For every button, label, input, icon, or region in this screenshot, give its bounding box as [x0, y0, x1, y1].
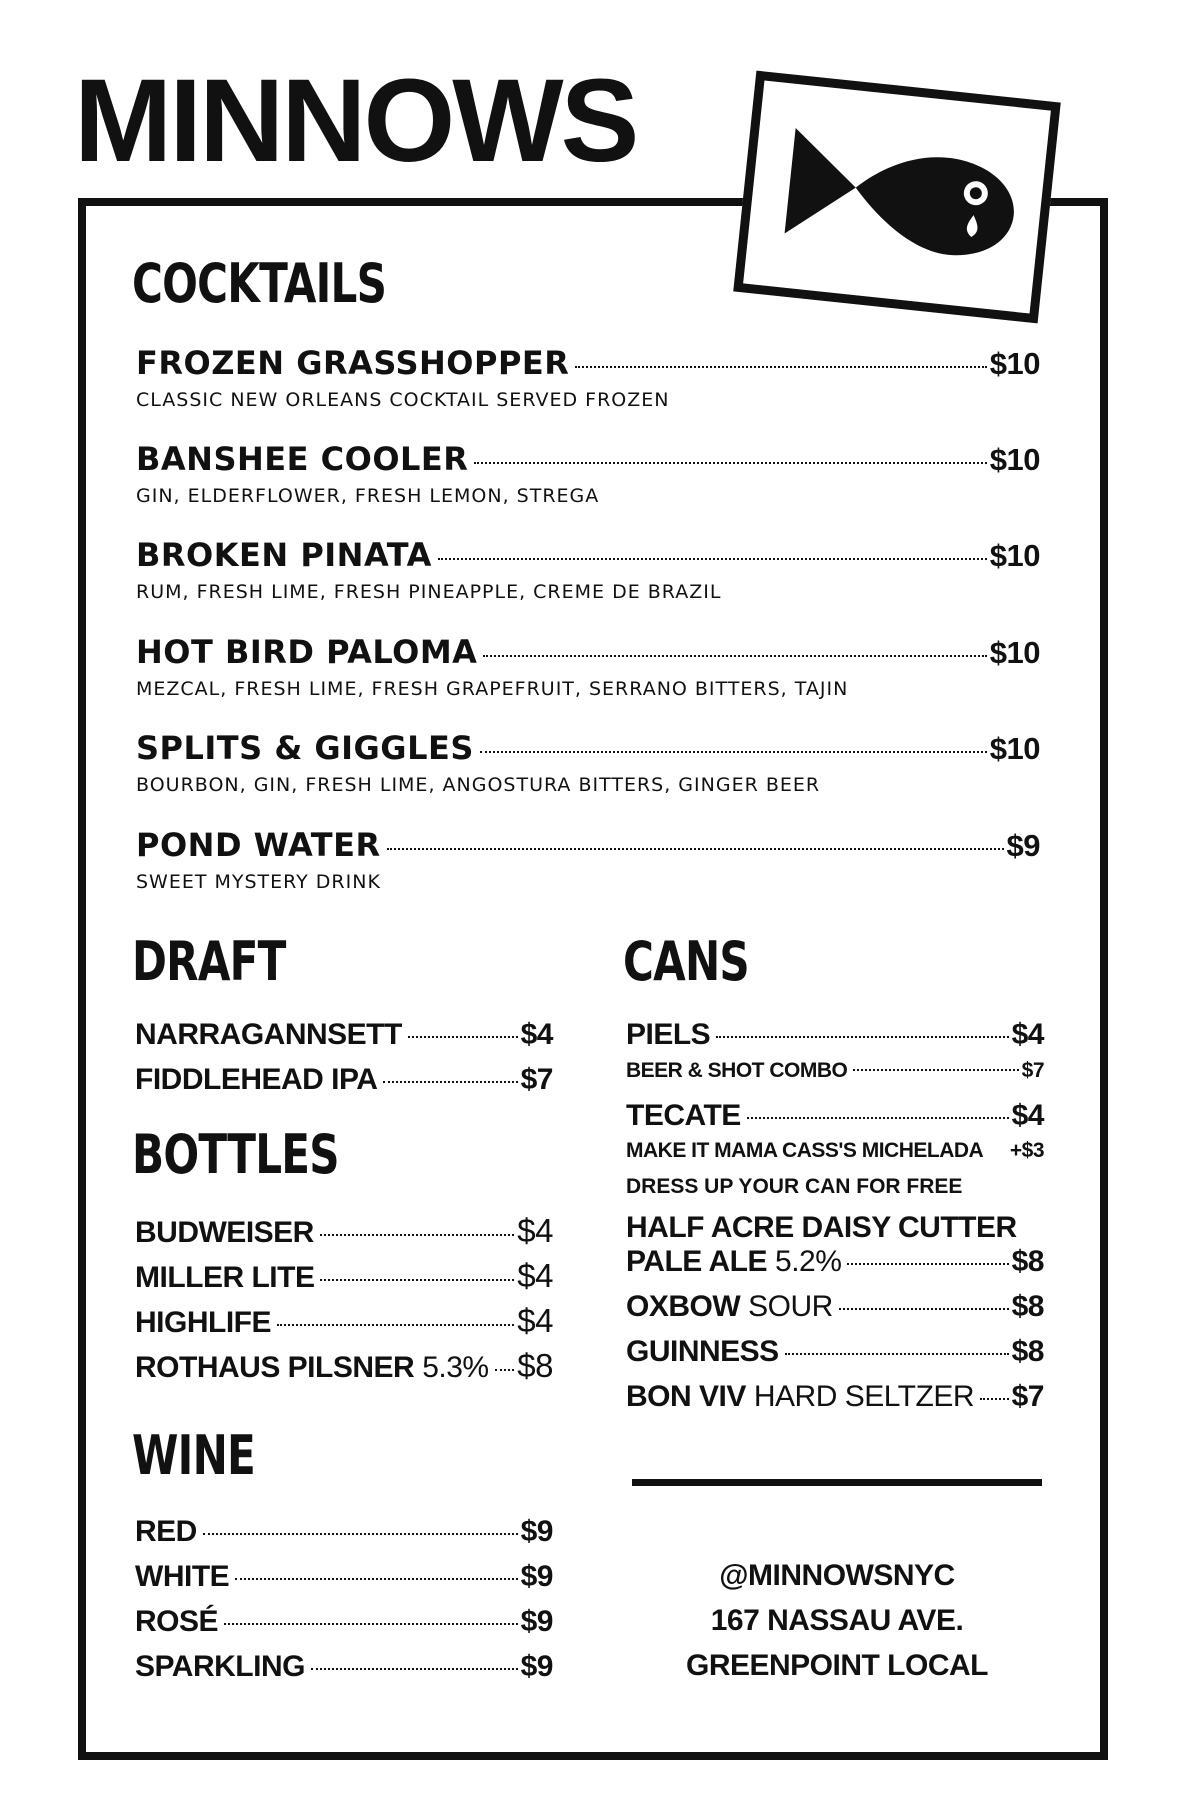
bottles-list	[135, 1212, 553, 1392]
list-item	[626, 1018, 1044, 1059]
item-price: +$3	[1009, 1139, 1044, 1162]
dot-leader	[235, 1578, 517, 1580]
item-description: MEZCAL, FRESH LIME, FRESH GRAPEFRUIT, SERRANO BITTERS, TAJIN	[136, 678, 849, 700]
cans-heading: CANS	[623, 930, 749, 993]
dot-leader	[277, 1324, 514, 1326]
list-item	[626, 1099, 1044, 1139]
item-price: $4	[517, 1212, 553, 1249]
list-item	[135, 1018, 553, 1063]
menu-item	[136, 344, 1040, 411]
item-price: $9	[520, 1515, 553, 1548]
item-description: RUM, FRESH LIME, FRESH PINEAPPLE, CREME DE BRAZIL	[136, 581, 722, 603]
item-price: $9	[520, 1605, 553, 1638]
list-item	[626, 1335, 1044, 1380]
dot-leader	[495, 1369, 515, 1371]
item-price: $4	[1011, 1018, 1044, 1051]
dot-leader	[320, 1279, 514, 1281]
logo-badge	[733, 71, 1061, 324]
dot-leader	[785, 1353, 1009, 1355]
list-item	[135, 1302, 553, 1347]
item-detail: HARD SELTZER	[753, 1380, 975, 1413]
menu-item	[136, 826, 1040, 893]
dot-leader	[575, 366, 986, 368]
item-name: POND WATER	[136, 826, 381, 864]
bottles-heading: BOTTLES	[132, 1123, 339, 1186]
item-detail: 5.2%	[775, 1245, 842, 1278]
item-description: GIN, ELDERFLOWER, FRESH LEMON, STREGA	[136, 485, 600, 507]
item-name: WHITE	[135, 1560, 230, 1593]
item-name: RED	[135, 1515, 197, 1548]
item-price: $10	[989, 538, 1040, 573]
list-item	[135, 1257, 553, 1302]
item-name: BUDWEISER	[135, 1216, 314, 1249]
item-price: $4	[520, 1018, 553, 1051]
item-name: ROTHAUS PILSNER	[135, 1351, 415, 1384]
item-price: $9	[520, 1560, 553, 1593]
dot-leader	[839, 1308, 1009, 1310]
list-item	[135, 1515, 553, 1560]
item-price: $7	[520, 1063, 553, 1096]
dot-leader	[224, 1623, 518, 1625]
cocktails-heading: COCKTAILS	[132, 252, 387, 315]
item-detail: 5.3%	[422, 1351, 489, 1384]
dot-leader	[387, 848, 1004, 850]
item-description: SWEET MYSTERY DRINK	[136, 871, 381, 893]
cans-list	[626, 1018, 1044, 1425]
list-item	[626, 1059, 1044, 1099]
item-name: BANSHEE COOLER	[136, 440, 469, 478]
dot-leader	[203, 1533, 518, 1535]
menu-item	[136, 633, 1040, 700]
item-price: $9	[1006, 828, 1040, 863]
wine-list	[135, 1515, 553, 1695]
item-name: SPLITS & GIGGLES	[136, 729, 474, 767]
dot-leader	[980, 1398, 1009, 1400]
item-name: SPARKLING	[135, 1650, 305, 1683]
list-item	[626, 1139, 1044, 1175]
address: 167 NASSAU AVE.	[710, 1604, 964, 1637]
item-price: $7	[1021, 1059, 1044, 1082]
item-name: BEER & SHOT COMBO	[626, 1059, 848, 1082]
item-price: $8	[1011, 1245, 1044, 1278]
menu-item	[136, 729, 1040, 796]
list-item	[135, 1347, 553, 1392]
item-price: $4	[517, 1257, 553, 1294]
list-item	[135, 1063, 553, 1108]
dot-leader	[383, 1081, 517, 1083]
menu-item	[136, 440, 1040, 507]
item-name: TECATE	[626, 1099, 741, 1132]
item-price: $4	[517, 1302, 553, 1339]
neighborhood: GREENPOINT LOCAL	[685, 1649, 988, 1682]
dot-leader	[747, 1117, 1009, 1119]
item-name: MILLER LITE	[135, 1261, 315, 1294]
brand-title: MINNOWS	[74, 55, 637, 187]
item-price: $10	[989, 635, 1040, 670]
list-item	[135, 1650, 553, 1695]
item-price: $10	[989, 442, 1040, 477]
dot-leader	[716, 1036, 1008, 1038]
item-name: BON VIV	[626, 1380, 746, 1413]
item-name: HOT BIRD PALOMA	[136, 633, 478, 671]
dot-leader	[853, 1069, 1018, 1071]
item-name: FIDDLEHEAD IPA	[135, 1063, 378, 1096]
dot-leader	[438, 558, 987, 560]
dot-leader	[847, 1263, 1008, 1265]
list-item	[626, 1245, 1044, 1290]
draft-heading: DRAFT	[132, 930, 286, 993]
list-item	[626, 1290, 1044, 1335]
item-name: BROKEN PINATA	[136, 536, 432, 574]
item-price: $4	[1011, 1099, 1044, 1132]
dot-leader	[311, 1668, 518, 1670]
item-detail: SOUR	[748, 1290, 833, 1323]
item-name: HALF ACRE DAISY CUTTER	[626, 1211, 1017, 1244]
list-item	[135, 1560, 553, 1605]
item-name: PALE ALE	[626, 1245, 768, 1278]
item-name: HIGHLIFE	[135, 1306, 271, 1339]
social-handle: @MINNOWSNYC	[719, 1559, 955, 1592]
dot-leader	[480, 751, 987, 753]
note-text: DRESS UP YOUR CAN FOR FREE	[626, 1175, 963, 1198]
fish-icon	[743, 81, 1051, 314]
item-name: NARRAGANNSETT	[135, 1018, 402, 1051]
item-description: CLASSIC NEW ORLEANS COCKTAIL SERVED FROZEN	[136, 389, 670, 411]
dot-leader	[320, 1234, 514, 1236]
item-name: GUINNESS	[626, 1335, 779, 1368]
item-name: OXBOW	[626, 1290, 741, 1323]
wine-heading: WINE	[132, 1424, 256, 1487]
item-price: $7	[1011, 1380, 1044, 1413]
item-price: $10	[989, 731, 1040, 766]
item-price: $9	[520, 1650, 553, 1683]
list-item	[626, 1380, 1044, 1425]
item-description: BOURBON, GIN, FRESH LIME, ANGOSTURA BITTERS, GINGER BEER	[136, 774, 821, 796]
item-price: $10	[989, 346, 1040, 381]
item-price: $8	[1011, 1335, 1044, 1368]
item-name: FROZEN GRASSHOPPER	[136, 344, 570, 382]
dot-leader	[483, 655, 986, 657]
draft-list	[135, 1018, 553, 1108]
item-name: ROSÉ	[135, 1605, 219, 1638]
list-item	[626, 1211, 1044, 1245]
footer-info	[632, 1553, 1042, 1688]
menu-item	[136, 536, 1040, 603]
item-name: MAKE IT MAMA CASS'S MICHELADA	[626, 1139, 984, 1162]
item-price: $8	[517, 1347, 553, 1384]
section-divider	[632, 1479, 1042, 1486]
item-name: PIELS	[626, 1018, 711, 1051]
list-item	[135, 1605, 553, 1650]
list-item	[135, 1212, 553, 1257]
dot-leader	[474, 462, 986, 464]
dot-leader	[408, 1036, 518, 1038]
item-price: $8	[1011, 1290, 1044, 1323]
